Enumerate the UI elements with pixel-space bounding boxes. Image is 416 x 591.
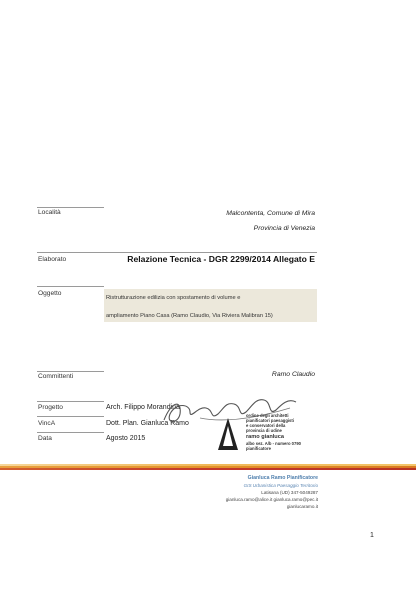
vinca-divider <box>37 416 104 417</box>
professional-stamp <box>216 412 316 458</box>
vinca-label: VincA <box>38 420 56 427</box>
page-number: 1 <box>370 532 374 539</box>
location-divider <box>37 207 104 208</box>
project-value: Arch. Filippo Morandina <box>106 404 180 411</box>
footer-website: gianlucaramo.it <box>286 504 318 509</box>
footer-role: GIS Urbanistica Paesaggio Territorio <box>243 483 318 488</box>
stamp-line-3: e conservatori della <box>246 423 286 428</box>
clients-value: Ramo Claudio <box>271 371 315 378</box>
stamp-line-1: ordine degli architetti <box>246 413 289 418</box>
clients-divider <box>37 371 104 372</box>
stamp-line-4: provincia di udine <box>246 428 282 433</box>
location-municipality: Malcontenta, Comune di Mira <box>226 210 315 217</box>
stamp-name: ramo gianluca <box>246 434 284 440</box>
project-label: Progetto <box>38 404 63 411</box>
vinca-value: Dott. Plan. Gianluca Ramo <box>106 420 189 427</box>
location-province: Provincia di Venezia <box>253 225 315 232</box>
location-label: Località <box>38 209 61 216</box>
stamp-text <box>246 413 301 451</box>
subject-label: Oggetto <box>38 290 62 297</box>
document-title: Relazione Tecnica - DGR 2299/2014 Allegato E <box>127 254 315 264</box>
subject-line-1: Ristrutturazione edilizia con spostamento di volume e <box>106 295 241 301</box>
stamp-triangle-icon <box>216 416 240 452</box>
document-divider <box>37 252 317 253</box>
subject-box <box>104 289 317 322</box>
document-label: Elaborato <box>38 256 67 263</box>
accent-bar-red <box>0 468 416 470</box>
project-divider <box>37 401 104 402</box>
stamp-line-2: pianificatori paesaggisti <box>246 418 294 423</box>
stamp-line-6: albo sez. A/b - numero 0790 <box>246 441 301 446</box>
subject-divider <box>37 286 104 287</box>
subject-line-2: ampliamento Piano Casa (Ramo Claudio, Via Riviera Malibran 15) <box>106 313 273 319</box>
date-label: Data <box>38 435 52 442</box>
footer-contact <box>150 475 318 510</box>
clients-label: Committenti <box>38 373 74 380</box>
date-value: Agosto 2015 <box>106 435 146 442</box>
footer-emails: gianluca.ramo@alice.it gianluca.ramo@pec.it <box>225 497 318 502</box>
footer-address-phone: Latisana (UD) 347-5049287 <box>261 490 318 495</box>
stamp-line-7: pianificatore <box>246 446 271 451</box>
footer-name: Gianluca Ramo Pianificatore <box>247 475 318 481</box>
date-divider <box>37 432 104 433</box>
